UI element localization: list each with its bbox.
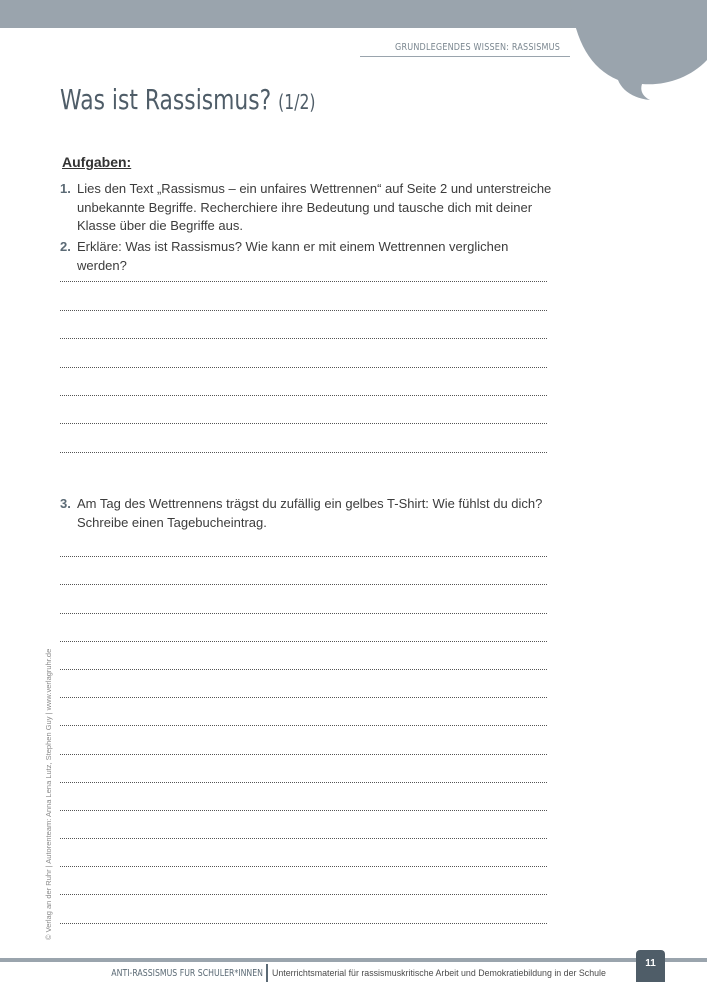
writing-line[interactable]: [60, 698, 547, 726]
task-item-1: [60, 180, 560, 236]
task-text: Am Tag des Wettrennens trägst du zufällig ein gelbes T-Shirt: Wie fühlst du dich? Schreibe einen Tagebucheintrag.: [77, 496, 543, 530]
footer: [0, 958, 707, 1000]
writing-line[interactable]: [60, 726, 547, 754]
writing-line[interactable]: [60, 811, 547, 839]
writing-line[interactable]: [60, 396, 547, 424]
writing-line[interactable]: [60, 670, 547, 698]
writing-line[interactable]: [60, 339, 547, 367]
task-text: Lies den Text „Rassismus – ein unfaires Wettrennen“ auf Seite 2 und unterstreiche unbekannte Begriffe. Recherchiere ihre Bedeutung und tausche dich mit deiner Klasse über die Begriffe aus.: [77, 181, 552, 233]
page-title-part: (1/2): [278, 90, 316, 114]
section-label: GRUNDLEGENDES WISSEN: RASSISMUS: [395, 42, 560, 53]
page-title: [60, 83, 315, 116]
writing-line[interactable]: [60, 311, 547, 339]
writing-line[interactable]: [60, 755, 547, 783]
task-number: 1.: [60, 181, 71, 196]
task-text: Erkläre: Was ist Rassismus? Wie kann er mit einem Wettrennen verglichen werden?: [77, 239, 509, 273]
writing-line[interactable]: [60, 642, 547, 670]
writing-line[interactable]: [60, 424, 547, 452]
writing-line[interactable]: [60, 282, 547, 310]
page-number-badge: 11: [636, 950, 665, 982]
writing-line[interactable]: [60, 254, 547, 282]
footer-separator: [266, 964, 268, 982]
page-title-text: Was ist Rassismus?: [60, 83, 272, 116]
header-divider: [360, 56, 570, 57]
writing-line[interactable]: [60, 529, 547, 557]
writing-line[interactable]: [60, 895, 547, 923]
writing-line[interactable]: [60, 368, 547, 396]
writing-line[interactable]: [60, 867, 547, 895]
task-item-3: [60, 495, 560, 532]
writing-line[interactable]: [60, 557, 547, 585]
footer-subtitle: Unterrichtsmaterial für rassismuskritische Arbeit und Demokratiebildung in der Schule: [272, 968, 606, 979]
writing-line[interactable]: [60, 839, 547, 867]
copyright-sidebar: © Verlag an der Ruhr | Autorenteam: Anna Lena Lutz, Stephen Guy | www.verlagruhr.de: [44, 648, 53, 940]
writing-line[interactable]: [60, 783, 547, 811]
footer-series-title: ANTI-RASSISMUS FÜR SCHÜLER*INNEN: [111, 968, 263, 979]
answer-lines-task-3[interactable]: [60, 529, 547, 924]
tasks-heading: Aufgaben:: [62, 154, 132, 170]
footer-rule: [0, 958, 707, 962]
writing-line[interactable]: [60, 614, 547, 642]
task-number: 3.: [60, 496, 71, 511]
task-number: 2.: [60, 239, 71, 254]
answer-lines-task-2[interactable]: [60, 254, 547, 453]
writing-line[interactable]: [60, 585, 547, 613]
speech-bubble-icon: [570, 0, 707, 100]
